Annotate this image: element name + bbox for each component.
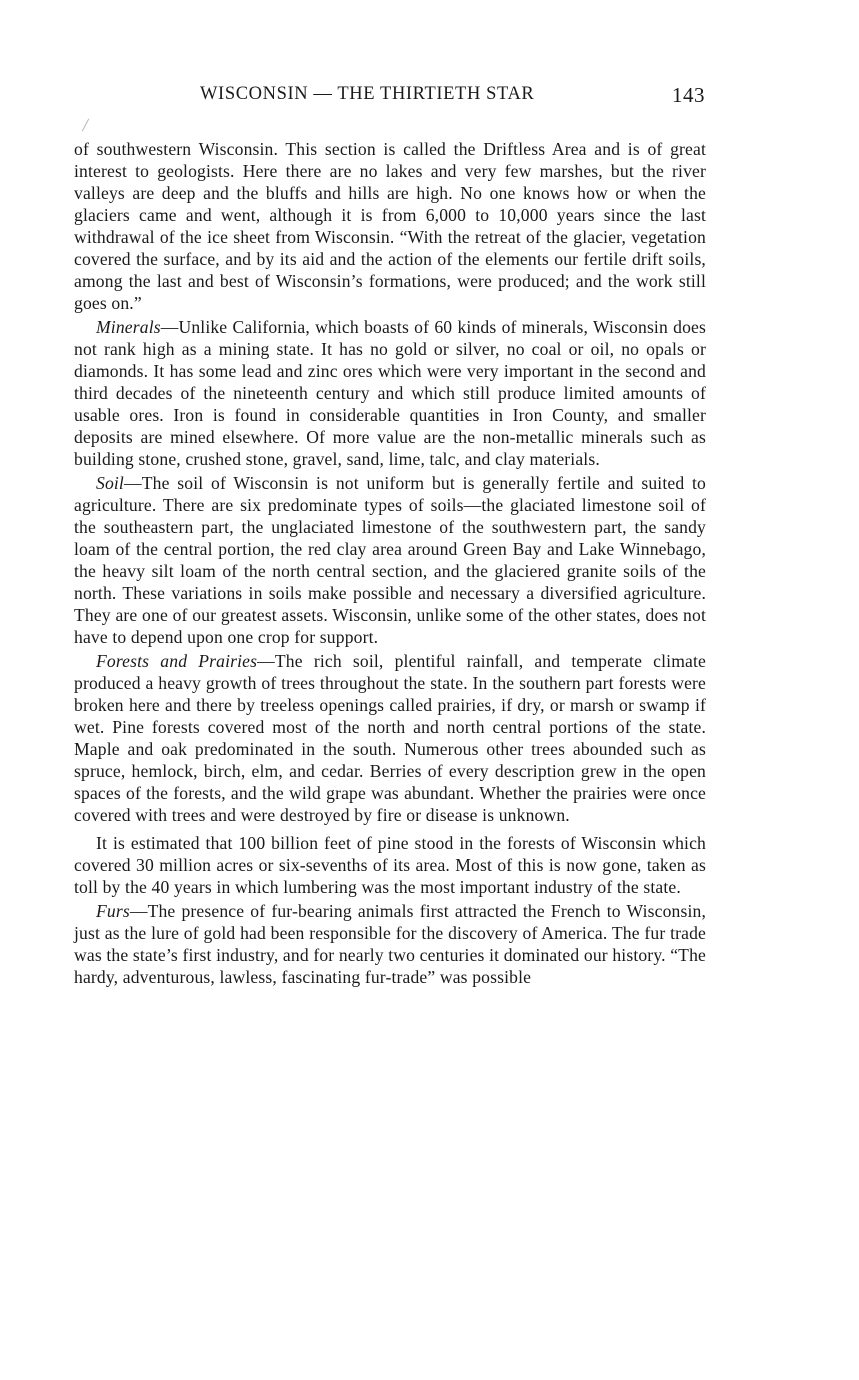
paragraph-forests-and-prairies: [74, 651, 706, 827]
section-lead-forests-and-prairies: Forests and Prairies: [96, 651, 258, 672]
paragraph-driftless-area: [74, 139, 706, 315]
section-lead-soil: Soil: [96, 473, 124, 494]
body-text: [74, 139, 706, 989]
paragraph-minerals: [74, 317, 706, 471]
paragraph-text: —The presence of fur-bearing animals first attracted the French to Wisconsin, just as the lure of gold had been responsible for the discovery of America. The fur trade was the state’s first industry, and for nearly two centuries it dominated our history. “The hardy, adventurous, lawless, fascinating fur-trade” was possible: [74, 900, 706, 987]
paragraph-text: of southwestern Wisconsin. This section is called the Driftless Area and is of great interest to geologists. Here there are no lakes and very few marshes, but the river valleys are deep and the bluffs and hills are high. No one knows how or when the glaciers came and went, although it is from 6,000 to 10,000 years since the last withdrawal of the ice sheet from Wisconsin. “With the retreat of the glacier, vegetation covered the surface, and by its aid and the action of the elements our fertile drift soils, among the last and best of Wisconsin’s formations, were produced; and the work still goes on.”: [74, 139, 706, 313]
section-lead-minerals: Minerals: [96, 317, 161, 338]
paragraph-furs: [74, 901, 706, 989]
running-head: [74, 84, 707, 112]
paragraph-text: —The rich soil, plentiful rainfall, and temperate climate produced a heavy growth of trees throughout the state. In the southern part forests were broken here and there by treeless openings called prairies, if dry, or marsh or swamp if wet. Pine forests covered most of the north and north central portions of the state. Maple and oak predominated in the south. Numerous other trees abounded such as spruce, hemlock, birch, elm, and cedar. Berries of every description grew in the open spaces of the forests, and the wild grape was abundant. Whether the prairies were once covered with trees and were destroyed by fire or disease is unknown.: [74, 651, 706, 825]
section-lead-furs: Furs: [96, 900, 130, 921]
paragraph-pine-estimate: [74, 833, 706, 899]
stray-pencil-mark: [82, 119, 89, 132]
paragraph-soil: [74, 473, 706, 649]
page-number: 143: [672, 83, 705, 107]
paragraph-text: —Unlike California, which boasts of 60 kinds of minerals, Wisconsin does not rank high as a mining state. It has no gold or silver, no coal or oil, no opals or diamonds. It has some lead and zinc ores which were very important in the second and third decades of the nineteenth century and which still produce limited amounts of usable ores. Iron is found in considerable quantities in Iron County, and smaller deposits are mined elsewhere. Of more value are the non-metallic minerals such as building stone, crushed stone, gravel, sand, lime, talc, and clay materials.: [74, 317, 706, 469]
paragraph-text: —The soil of Wisconsin is not uniform but is generally fertile and suited to agriculture. There are six predominate types of soils—the glaciated limestone soil of the southeastern part, the unglaciated limestone of the southwestern part, the sandy loam of the central portion, the red clay area around Green Bay and Lake Winnebago, the heavy silt loam of the north central section, and the glaciered granite soils of the north. These variations in soils make possible and necessary a diversified agriculture. They are one of our greatest assets. Wisconsin, unlike some of the other states, does not have to depend upon one crop for support.: [74, 473, 706, 647]
paragraph-text: It is estimated that 100 billion feet of pine stood in the forests of Wisconsin which covered 30 million acres or six-sevenths of its area. Most of this is now gone, taken as toll by the 40 years in which lumbering was the most important industry of the state.: [74, 832, 706, 897]
running-title: WISCONSIN — THE THIRTIETH STAR: [200, 84, 535, 104]
